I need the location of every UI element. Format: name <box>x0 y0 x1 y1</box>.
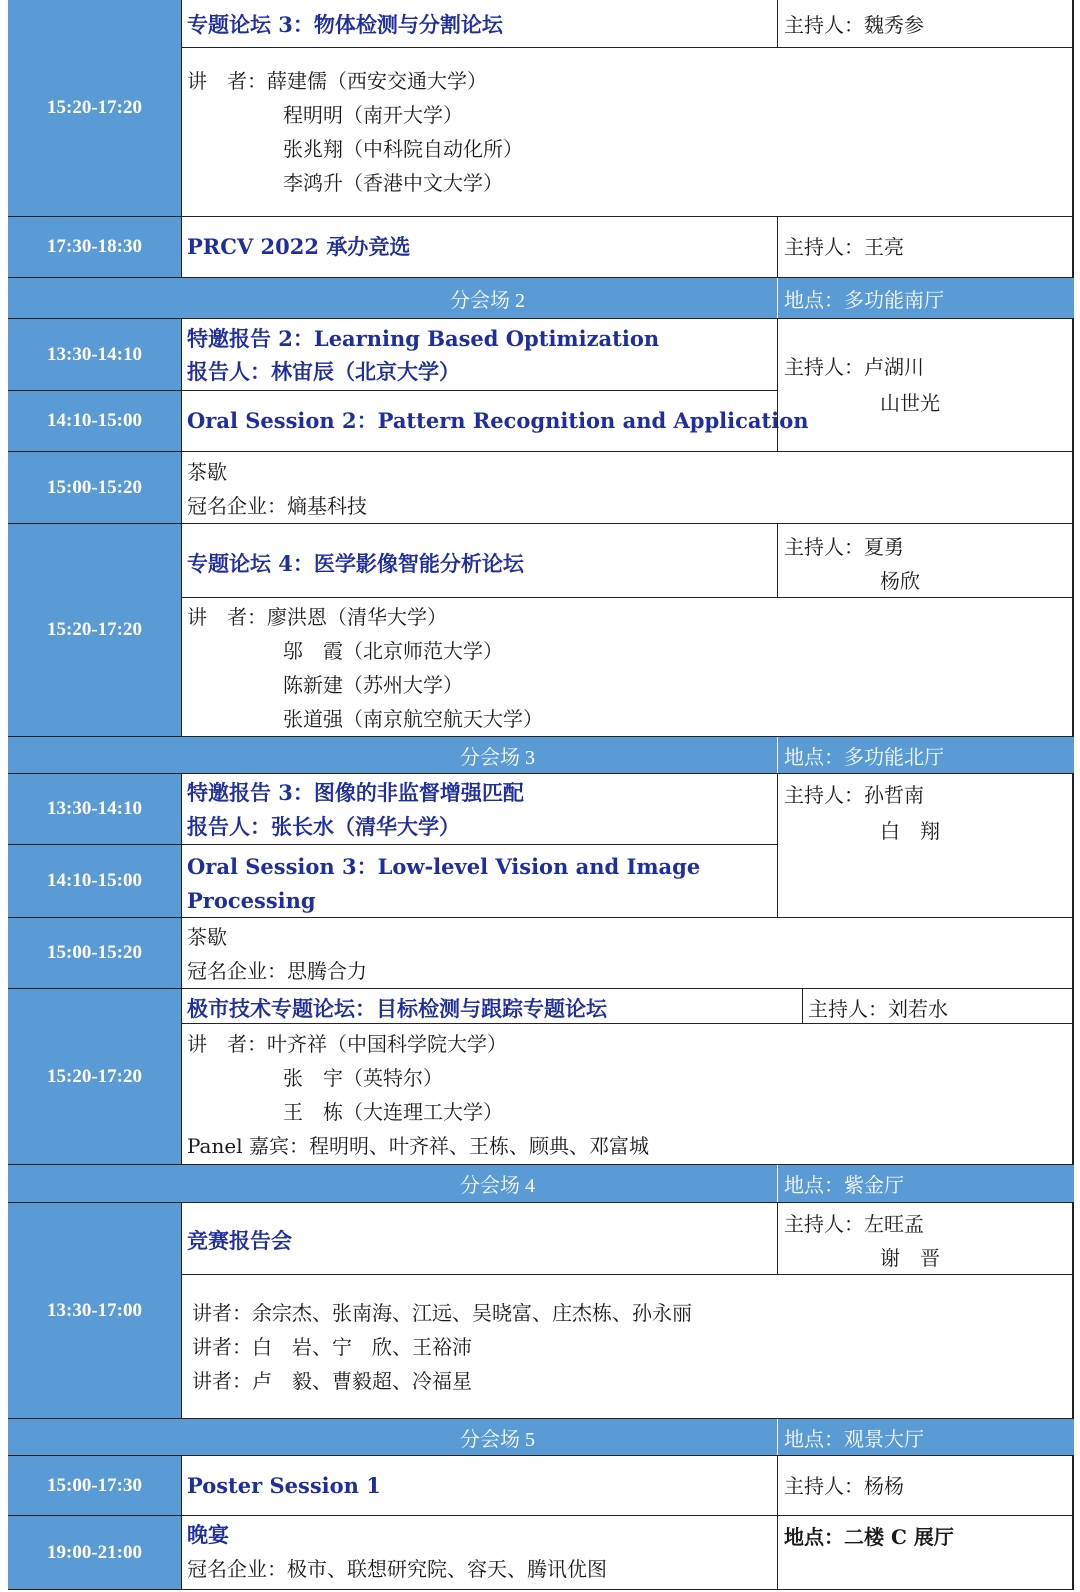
forum3-host: 主持人：魏秀参 <box>784 13 924 37</box>
venue-name: 分会场 3 <box>460 746 535 769</box>
divider <box>777 1456 778 1515</box>
divider <box>777 1419 778 1455</box>
venue-name: 分会场 2 <box>450 289 525 312</box>
time-cell: 15:00-15:20 <box>8 918 182 988</box>
session3-host: 主持人：孙哲南 <box>784 783 924 807</box>
time-cell: 15:20-17:20 <box>8 989 182 1164</box>
contest-title: 竞赛报告会 <box>187 1228 292 1253</box>
time-cell: 15:00-15:20 <box>8 452 182 523</box>
forum4-speaker: 讲 者：廖洪恩（清华大学） <box>187 605 447 629</box>
oral2-title: Oral Session 2：Pattern Recognition and Application <box>187 408 809 433</box>
divider <box>8 1589 1074 1590</box>
divider <box>777 737 778 773</box>
divider <box>182 1274 1074 1275</box>
invited2-speaker: 报告人：林宙辰（北京大学） <box>187 359 460 384</box>
contest-speakers: 讲者：卢 毅、曹毅超、冷福星 <box>192 1369 472 1393</box>
invited2-title: 特邀报告 2：Learning Based Optimization <box>187 326 660 351</box>
jishi-speaker: 讲 者：叶齐祥（中国科学院大学） <box>187 1032 507 1056</box>
time-cell: 14:10-15:00 <box>8 845 182 917</box>
jishi-speaker: 王 栋（大连理工大学） <box>283 1100 503 1124</box>
time-cell: 13:30-14:10 <box>8 319 182 390</box>
dinner-title: 晚宴 <box>187 1522 229 1547</box>
divider <box>777 524 778 597</box>
divider <box>777 0 778 47</box>
contest-host: 主持人：左旺孟 <box>784 1212 924 1236</box>
forum4-speaker: 邬 霞（北京师范大学） <box>283 639 503 663</box>
invited3-speaker: 报告人：张长水（清华大学） <box>187 814 460 839</box>
contest-speakers: 讲者：白 岩、宁 欣、王裕沛 <box>192 1335 472 1359</box>
prcv-host: 主持人：王亮 <box>784 235 904 259</box>
time-cell: 13:30-14:10 <box>8 774 182 844</box>
session3-host: 白 翔 <box>880 819 940 843</box>
invited3-title: 特邀报告 3：图像的非监督增强匹配 <box>187 780 524 805</box>
jishi-speaker: 张 宇（英特尔） <box>283 1066 443 1090</box>
forum4-speaker: 张道强（南京航空航天大学） <box>283 707 543 731</box>
break-sponsor: 冠名企业：熵基科技 <box>187 494 367 518</box>
session2-host: 主持人：卢湖川 <box>784 355 924 379</box>
jishi-forum-host: 主持人：刘若水 <box>808 997 948 1021</box>
divider <box>777 278 778 318</box>
forum3-speaker: 讲 者：薛建儒（西安交通大学） <box>187 69 487 93</box>
time-cell: 14:10-15:00 <box>8 391 182 451</box>
venue-place: 地点：多功能北厅 <box>784 746 944 769</box>
divider <box>182 47 1074 48</box>
time-cell: 13:30-17:00 <box>8 1203 182 1418</box>
venue-band <box>8 278 1074 318</box>
forum4-title: 专题论坛 4：医学影像智能分析论坛 <box>187 551 524 576</box>
forum4-host: 主持人：夏勇 <box>784 535 904 559</box>
session2-host: 山世光 <box>880 391 940 415</box>
venue-name: 分会场 4 <box>460 1175 535 1197</box>
divider <box>777 319 778 451</box>
divider <box>182 1023 1074 1024</box>
poster-title: Poster Session 1 <box>187 1473 381 1498</box>
contest-host: 谢 晋 <box>880 1246 940 1270</box>
dinner-place: 地点：二楼 C 展厅 <box>784 1525 954 1549</box>
time-cell: 15:20-17:20 <box>8 524 182 736</box>
poster-host: 主持人：杨杨 <box>784 1474 904 1498</box>
time-cell: 17:30-18:30 <box>8 217 182 277</box>
jishi-forum-title: 极市技术专题论坛：目标检测与跟踪专题论坛 <box>187 996 607 1021</box>
forum3-speaker: 张兆翔（中科院自动化所） <box>283 137 523 161</box>
venue-place: 地点：观景大厅 <box>784 1428 924 1451</box>
venue-name: 分会场 5 <box>460 1428 535 1451</box>
oral3-title-cont: Processing <box>187 888 316 913</box>
venue-place: 地点：紫金厅 <box>784 1175 904 1197</box>
venue-band <box>8 1419 1074 1455</box>
divider <box>802 989 803 1023</box>
break-label: 茶歇 <box>187 925 227 949</box>
divider <box>777 774 778 917</box>
forum3-title: 专题论坛 3：物体检测与分割论坛 <box>187 12 503 37</box>
divider <box>777 1516 778 1590</box>
dinner-sponsor: 冠名企业：极市、联想研究院、容天、腾讯优图 <box>187 1557 607 1581</box>
venue-band <box>8 1165 1074 1202</box>
divider <box>777 1165 778 1202</box>
venue-band <box>8 737 1074 773</box>
forum3-speaker: 李鸿升（香港中文大学） <box>283 171 503 195</box>
break-label: 茶歇 <box>187 460 227 484</box>
break-sponsor: 冠名企业：思腾合力 <box>187 959 367 983</box>
time-cell: 19:00-21:00 <box>8 1516 182 1590</box>
forum4-speaker: 陈新建（苏州大学） <box>283 673 463 697</box>
forum3-speaker: 程明明（南开大学） <box>283 103 463 127</box>
divider <box>777 217 778 277</box>
forum4-host: 杨欣 <box>880 569 920 593</box>
divider <box>182 597 1074 598</box>
venue-place: 地点：多功能南厅 <box>784 289 944 312</box>
divider <box>777 1203 778 1274</box>
contest-speakers: 讲者：余宗杰、张南海、江远、吴晓富、庄杰栋、孙永丽 <box>192 1301 692 1325</box>
time-cell: 15:20-17:20 <box>8 0 182 216</box>
oral3-title: Oral Session 3：Low-level Vision and Image <box>187 854 701 879</box>
time-cell: 15:00-17:30 <box>8 1456 182 1515</box>
prcv-title: PRCV 2022 承办竞选 <box>187 234 411 259</box>
panel-guests: Panel 嘉宾：程明明、叶齐祥、王栋、顾典、邓富城 <box>187 1134 649 1158</box>
